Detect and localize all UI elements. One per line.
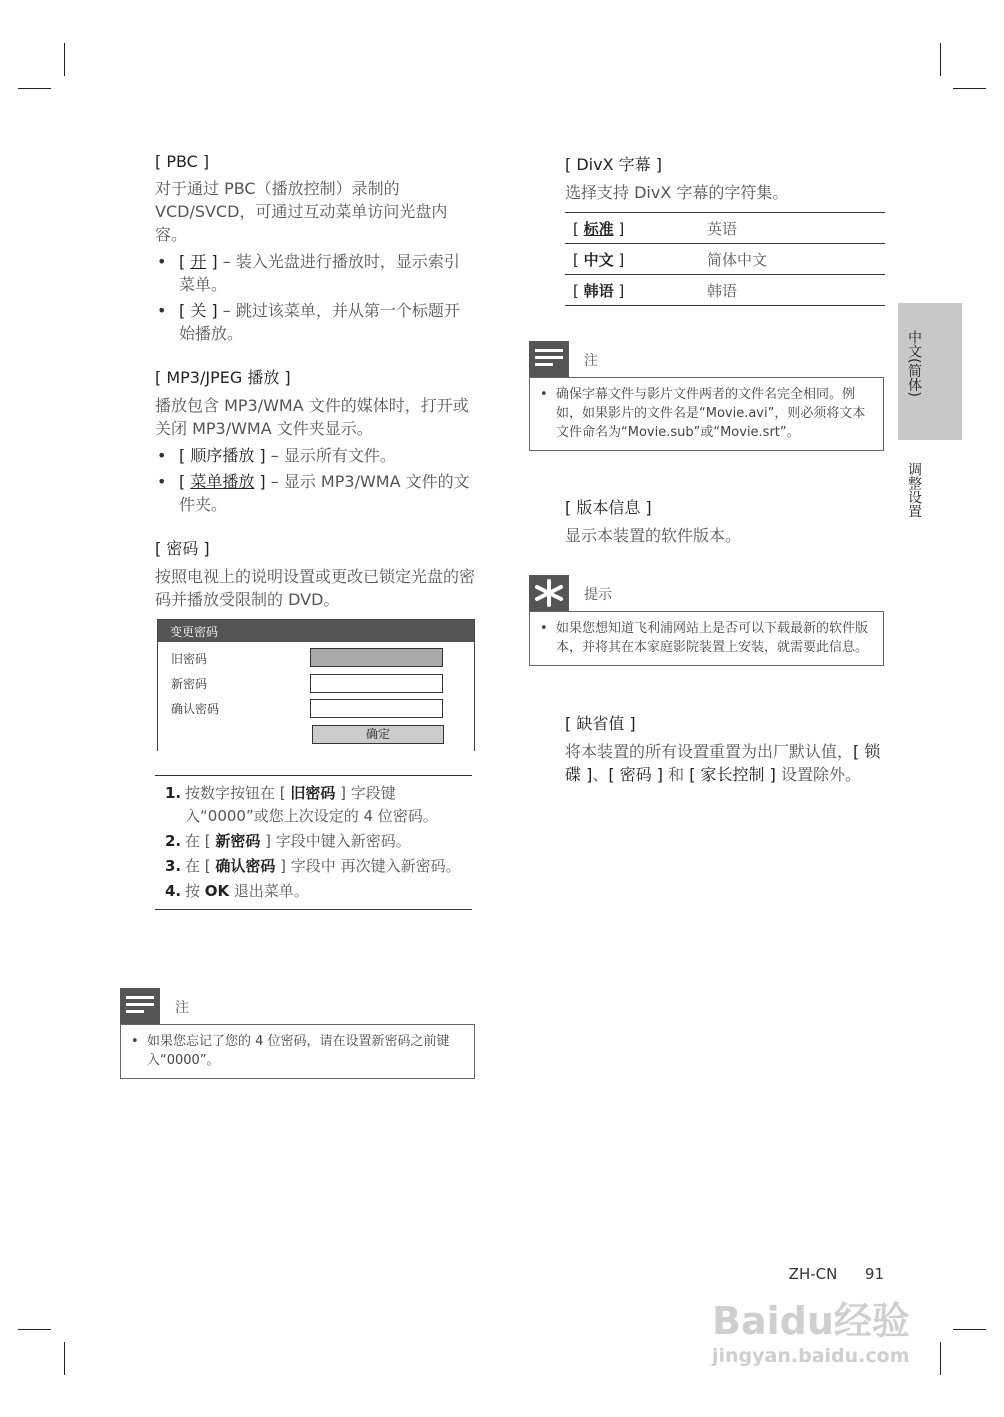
note-label: 注 [175, 1000, 189, 1016]
note-icon [529, 341, 569, 377]
tip-icon [529, 575, 569, 611]
list-item: • [ 开 ] – 装入光盘进行播放时，显示索引菜单。 [155, 250, 475, 296]
note-label: 注 [584, 353, 598, 369]
option-text: – 显示所有文件。 [265, 446, 396, 465]
password-title: [ 密码 ] [155, 539, 210, 558]
step-keyword: OK [204, 882, 230, 900]
option-label: 韩语 [583, 281, 614, 300]
step-text: 在 [ [185, 857, 216, 875]
desc-text: 、 [592, 765, 609, 784]
table-cell: [ 韩语 ] [565, 275, 699, 306]
tip-label: 提示 [584, 587, 612, 603]
divx-title: [ DivX 字幕 ] [565, 155, 662, 174]
step-text: 在 [ [185, 832, 216, 850]
crop-mark [953, 88, 986, 89]
default-title: [ 缺省值 ] [565, 714, 636, 733]
password-note [120, 988, 475, 1079]
crop-mark [953, 1329, 986, 1330]
option-label: 顺序播放 [190, 446, 255, 465]
version-section [565, 495, 885, 551]
step-number: 1. [165, 784, 182, 802]
step-text: ] 字段中 再次键入新密码。 [275, 857, 461, 875]
option-label: [ 锁碟 ] [565, 742, 881, 784]
new-password-label: 新密码 [171, 677, 208, 691]
step-text: ] 字段中键入新密码。 [260, 832, 411, 850]
default-section [565, 711, 885, 790]
right-column [565, 152, 885, 306]
list-item [155, 830, 472, 853]
version-description: 显示本装置的软件版本。 [565, 526, 742, 545]
desc-text: 和 [663, 765, 690, 784]
pbc-title: [ PBC ] [155, 152, 210, 171]
option-text: – 跳过该菜单，并从第一个标题开始播放。 [179, 301, 460, 343]
crop-mark [940, 1342, 941, 1375]
step-text: ] 字段键入“0000”或您上次设定的 4 位密码。 [185, 784, 438, 825]
option-label: 关 [190, 301, 207, 320]
mp3-section [155, 365, 475, 516]
option-label: 标准 [583, 219, 614, 238]
step-text: 按 [185, 882, 205, 900]
ok-button[interactable]: 确定 [312, 725, 444, 744]
table-cell: [ 标准 ] [565, 213, 699, 244]
option-text: – 显示 MP3/WMA 文件的文件夹。 [179, 472, 470, 514]
mp3-title: [ MP3/JPEG 播放 ] [155, 368, 291, 387]
table-cell: 韩语 [699, 275, 885, 306]
change-password-dialog [157, 619, 475, 751]
table-cell: 简体中文 [699, 244, 885, 275]
step-keyword: 新密码 [215, 832, 261, 850]
step-text: 按数字按钮在 [ [185, 784, 291, 802]
option-label: [ 家长控制 ] [689, 765, 776, 784]
page-footer [789, 1265, 884, 1283]
section-label: 调整设置 [906, 462, 922, 518]
watermark-url: jingyan.baidu.com [712, 1345, 910, 1367]
option-label: 开 [190, 252, 207, 271]
watermark-logo: Baidu经验 [712, 1299, 910, 1343]
language-code: ZH-CN [788, 1265, 838, 1283]
option-text: – 装入光盘进行播放时，显示索引菜单。 [179, 252, 460, 294]
list-item: • [ 关 ] – 跳过该菜单，并从第一个标题开始播放。 [155, 299, 475, 345]
crop-mark [18, 88, 51, 89]
pbc-options [155, 250, 475, 345]
step-text: 退出菜单。 [229, 882, 309, 900]
step-keyword: 旧密码 [290, 784, 336, 802]
note-text: • 确保字幕文件与影片文件两者的文件名完全相同。例如，如果影片的文件名是“Movie.avi”，则必须将文本文件命名为“Movie.sub”或“Movie.srt”。 [540, 385, 873, 442]
pbc-description: 对于通过 PBC（播放控制）录制的 VCD/SVCD，可通过互动菜单访问光盘内容。 [155, 179, 448, 244]
default-description [565, 740, 885, 786]
desc-text: 设置除外。 [775, 765, 861, 784]
page-number: 91 [864, 1265, 884, 1283]
password-description: 按照电视上的说明设置或更改已锁定光盘的密码并播放受限制的 DVD。 [155, 567, 476, 609]
password-steps [155, 775, 472, 910]
table-row [565, 213, 885, 244]
left-column [155, 152, 475, 910]
list-item [155, 880, 472, 903]
table-row [565, 275, 885, 306]
crop-mark [64, 1342, 65, 1375]
crop-mark [64, 43, 65, 76]
divx-note [529, 341, 884, 451]
confirm-password-field[interactable] [310, 699, 443, 718]
option-label: 中文 [583, 250, 614, 269]
confirm-password-label: 确认密码 [171, 702, 220, 716]
mp3-description: 播放包含 MP3/WMA 文件的媒体时，打开或关闭 MP3/WMA 文件夹显示。 [155, 396, 469, 438]
crop-mark [940, 43, 941, 76]
version-title: [ 版本信息 ] [565, 498, 652, 517]
list-item [155, 855, 472, 878]
mp3-options [155, 444, 475, 516]
tip-box [529, 575, 884, 666]
language-tab-label: 中文(简体) [906, 330, 922, 397]
dialog-title: 变更密码 [158, 620, 474, 642]
list-item: • [ 菜单播放 ] – 显示 MP3/WMA 文件的文件夹。 [155, 470, 475, 516]
divx-subtitle-table [565, 212, 885, 306]
step-keyword: 确认密码 [215, 857, 276, 875]
old-password-field[interactable] [310, 648, 443, 667]
step-number: 3. [165, 857, 182, 875]
step-number: 2. [165, 832, 182, 850]
note-text: • 如果您忘记了您的 4 位密码，请在设置新密码之前键入“0000”。 [131, 1032, 464, 1070]
option-label: [ 密码 ] [608, 765, 664, 784]
pbc-section [155, 152, 475, 345]
option-label: 菜单播放 [190, 472, 255, 491]
table-cell: [ 中文 ] [565, 244, 699, 275]
tip-text: • 如果您想知道飞利浦网站上是否可以下载最新的软件版本，并将其在本家庭影院装置上安装，就需要此信息。 [540, 619, 873, 657]
table-row [565, 244, 885, 275]
desc-text: 将本装置的所有设置重置为出厂默认值， [565, 742, 854, 761]
old-password-label: 旧密码 [171, 652, 208, 666]
list-item [155, 782, 472, 828]
new-password-field[interactable] [310, 674, 443, 693]
table-cell: 英语 [699, 213, 885, 244]
note-icon [120, 988, 160, 1024]
crop-mark [18, 1329, 51, 1330]
password-section [155, 536, 475, 910]
divx-description: 选择支持 DivX 字幕的字符集。 [565, 183, 789, 202]
step-number: 4. [165, 882, 182, 900]
list-item: • [ 顺序播放 ] – 显示所有文件。 [155, 444, 475, 467]
